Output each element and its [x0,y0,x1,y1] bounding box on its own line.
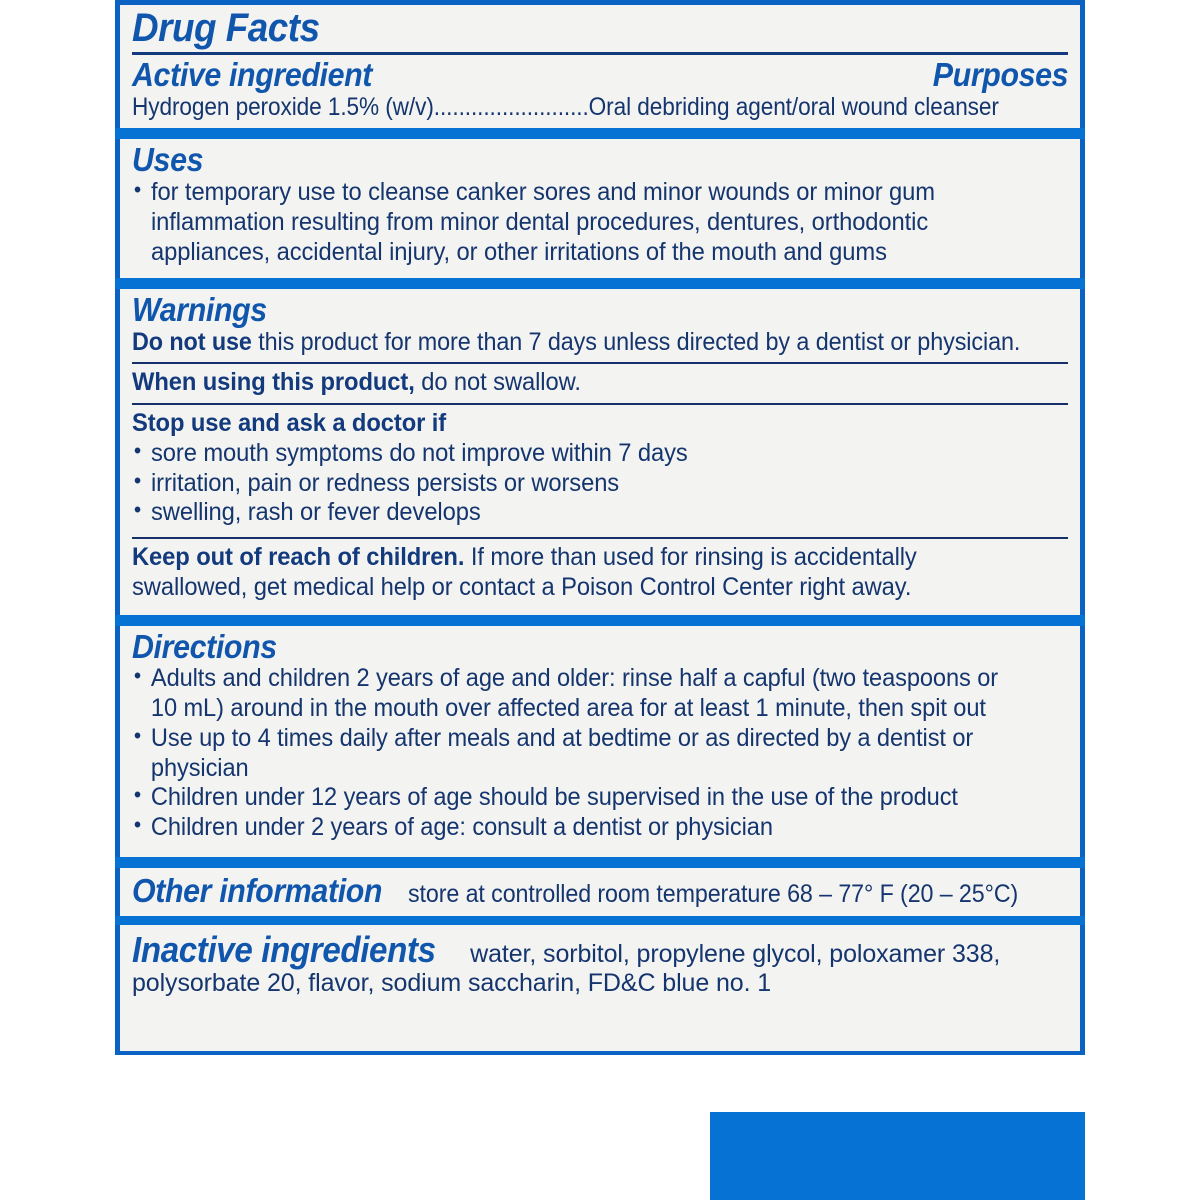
separator-bar-4 [115,857,1085,868]
separator-bar-5 [115,916,1085,925]
list-item: • Adults and children 2 years of age and older: rinse half a capful (two teaspoons or 10 mL) around in the mouth over affected area for at least 1 minute, then spit out [132,664,1017,724]
list-item: • sore mouth symptoms do not improve within 7 days [132,439,1021,469]
warning-when-using-bold: When using this product, [132,368,415,397]
warning-when-using-rest: do not swallow. [414,368,581,397]
warnings-rule-2 [132,403,1068,405]
list-item: • Use up to 4 times daily after meals and at bedtime or as directed by a dentist or physician [132,724,1017,784]
purposes-heading: Purposes [932,55,1068,93]
warnings-heading: Warnings [132,290,267,328]
other-information-row [132,872,1068,910]
directions-bullet-list [132,664,1017,843]
inactive-ingredients-block [132,929,1068,1000]
warning-stop-use-heading: Stop use and ask a doctor if [132,409,447,437]
bottom-left-white-strip [0,1150,115,1200]
separator-bar-3 [115,615,1085,626]
warning-do-not-use-rest: this product for more than 7 days unless directed by a dentist or physician. [251,327,1021,356]
warnings-rule-1 [132,362,1068,364]
warning-stop-use-list [132,439,1021,528]
drug-facts-panel [115,0,1085,1055]
active-ingredient-heading: Active ingredient [132,55,373,93]
page-title: Drug Facts [132,6,320,50]
list-item: • swelling, rash or fever develops [132,498,1021,528]
warning-when-using [132,368,1021,398]
warning-keep-out-rest: If more than used for rinsing is accidentally swallowed, get medical help or contact a Poison Control Center right away. [132,543,917,601]
section-warnings [115,289,1085,615]
directions-heading: Directions [132,627,277,665]
warning-do-not-use [132,327,1021,358]
section-uses [115,139,1085,277]
warning-do-not-use-bold: Do not use [132,327,252,356]
uses-bullet-list [132,178,1021,267]
warning-keep-out-bold: Keep out of reach of children. [132,543,465,571]
warnings-rule-3 [132,537,1068,539]
list-item: • Children under 12 years of age should be supervised in the use of the product [132,783,1017,813]
list-item: • Children under 2 years of age: consult a dentist or physician [132,813,1017,843]
blue-decorative-block [710,1112,1085,1200]
section-active-ingredient [115,0,1085,128]
list-item: • irritation, pain or redness persists or worsens [132,469,1021,499]
other-information-heading: Other information [132,871,383,909]
section-inactive-ingredients [115,925,1085,1055]
inactive-ingredients-text: water, sorbitol, propylene glycol, poloxamer 338, polysorbate 20, flavor, sodium saccharin, FD&C blue no. 1 [132,939,1001,998]
other-information-text: store at controlled room temperature 68 – 77° F (20 – 25°C) [407,879,1019,908]
list-item: • for temporary use to cleanse canker sores and minor wounds or minor gum inflammation resulting from minor dental procedures, dentures, orthodontic appliances, accidental injury, or other irritations of the mouth and gums [132,178,1021,267]
uses-heading: Uses [132,141,204,179]
separator-bar-2 [115,278,1085,289]
warning-keep-out-of-reach [132,543,1021,603]
separator-bar-1 [115,128,1085,139]
inactive-ingredients-heading: Inactive ingredients [132,928,436,970]
active-ingredient-heading-row [132,56,1068,93]
active-ingredient-line: Hydrogen peroxide 1.5% (w/v).........................Oral debriding agent/oral wound cleanser [132,92,999,121]
title-underline [132,52,1068,55]
section-other-information [115,868,1085,916]
section-directions [115,626,1085,857]
